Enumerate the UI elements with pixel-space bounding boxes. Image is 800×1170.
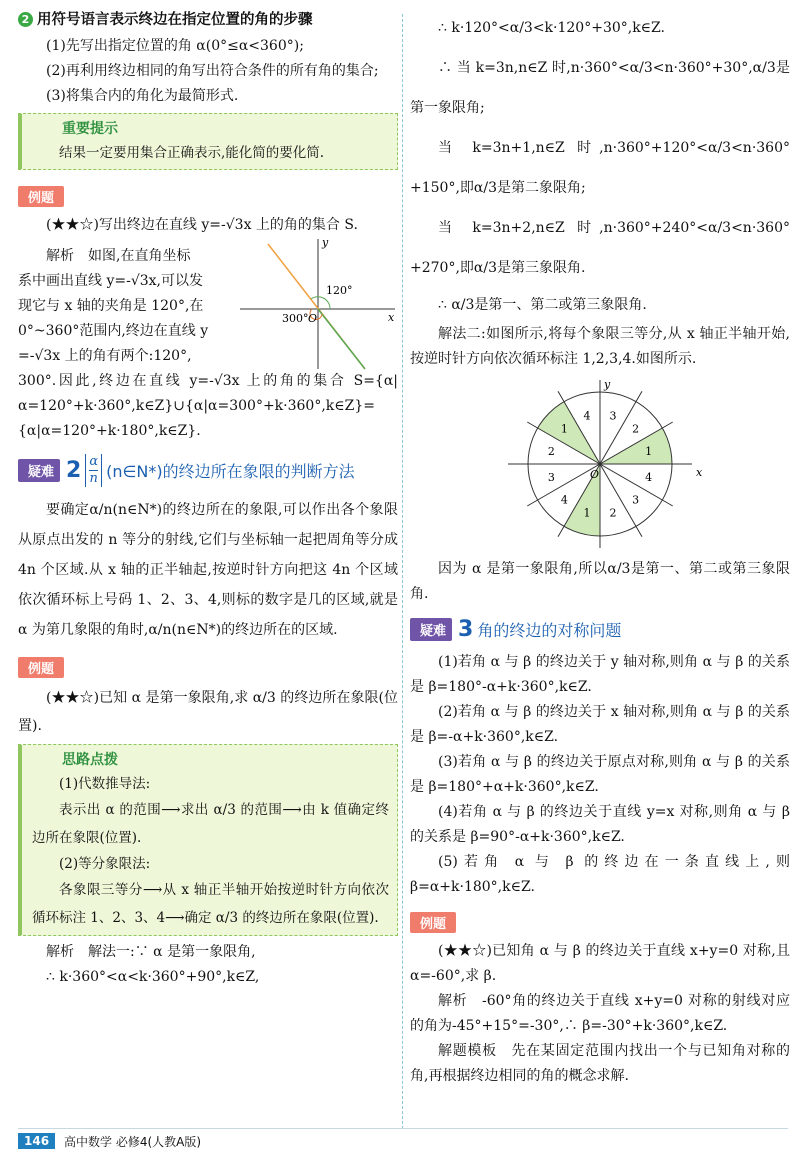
solution-template: 解题模板 先在某固定范围内找出一个与已知角对称的角,再根据终边相同的角的概念求解. xyxy=(410,1043,790,1084)
example-3-solution: 解析 -60°角的终边关于直线 x+y=0 对称的射线对应的角为-45°+15°=-30°,∴ β=-30°+k·360°,k∈Z. xyxy=(410,993,790,1034)
y-label: y xyxy=(604,378,611,391)
solution-line: 解析 如图,在直角坐标 xyxy=(46,248,191,264)
derivation-line: ∴ α/3是第一、第二或第三象限角. xyxy=(438,297,647,313)
sector-label: 3 xyxy=(609,409,617,423)
y-label: y xyxy=(322,236,329,249)
line-angle-figure xyxy=(240,234,400,374)
book-title: 高中数学 必修4(人教A版) xyxy=(64,1135,202,1149)
solution-line: =-√3x 上的角有两个:120°, xyxy=(18,348,192,364)
step-2: (2)再利用终边相同的角写出符合条件的所有角的集合; xyxy=(46,63,379,79)
example-2-question: (★★☆)已知 α 是第一象限角,求 α/3 的终边所在象限(位置). xyxy=(18,690,398,734)
solution-rest: 300°.因此,终边在直线 y=-√3x 上的角的集合 S={α|α=120°+k·360°,k∈Z}∪{α|α=300°+k·360°,k∈Z}={α|α=120°+k·180°,k∈Z}. xyxy=(18,373,398,439)
derivation-line: 当 k=3n+1,n∈Z 时,n·360°+120°<α/3<n·360°+150°,即α/3是第二象限角; xyxy=(410,140,790,196)
symmetry-rule: (3)若角 α 与 β 的终边关于原点对称,则角 α 与 β 的关系是 β=180°+α+k·360°,k∈Z. xyxy=(410,754,790,795)
difficulty-title: 角的终边的对称问题 xyxy=(477,621,622,640)
tip-line: 表示出 α 的范围⟶求出 α/3 的范围⟶由 k 值确定终边所在象限(位置). xyxy=(32,802,389,846)
solution-2-line: 解析 解法一:∵ α 是第一象限角, xyxy=(46,944,256,960)
step-heading-text: 用符号语言表示终边在指定位置的角的步骤 xyxy=(37,12,313,28)
solution-line: 0°~360°范围内,终边在直线 y xyxy=(18,323,209,339)
example-1-solution xyxy=(18,236,398,369)
derivation-line: ∴ k·120°<α/3<k·120°+30°,k∈Z. xyxy=(438,20,665,36)
origin-label: O xyxy=(590,468,600,481)
derivation-line: ∴ 当 k=3n,n∈Z 时,n·360°<α/3<n·360°+30°,α/3是第一象限角; xyxy=(410,60,790,116)
fraction-den: n xyxy=(89,471,98,486)
difficulty-number: 2 xyxy=(66,458,82,483)
page-footer xyxy=(18,1128,788,1153)
tip-line: 各象限三等分⟶从 x 轴正半轴开始按逆时针方向依次循环标注 1、2、3、4⟶确定 α/3 的终边所在象限(位置). xyxy=(32,882,389,926)
example-3-question: (★★☆)已知角 α 与 β 的终边关于直线 x+y=0 对称,且 α=-60°,求 β. xyxy=(410,943,790,984)
difficulty-2-text: 要确定α/n(n∈N*)的终边所在的象限,可以作出各个象限从原点出发的 n 等分的射线,它们与坐标轴一起把周角等分成 4n 个区域.从 x 轴的正半轴起,按逆时针方向把这 4n 个区域依次循环标上号码 1、2、3、4,则标的数字是几的区域,就是 α 为第几象限的角时,α/n(n∈N*)的终边所在的区域. xyxy=(18,502,398,638)
symmetry-rule: (5)若角 α 与 β 的终边在一条直线上,则 β=α+k·180°,k∈Z. xyxy=(410,854,790,895)
x-label: x xyxy=(388,311,395,324)
symmetry-rule: (2)若角 α 与 β 的终边关于 x 轴对称,则角 α 与 β 的关系是 β=-α+k·360°,k∈Z. xyxy=(410,704,790,745)
example-tag: 例题 xyxy=(410,912,456,933)
fraction-num: α xyxy=(89,454,99,469)
sector-label: 4 xyxy=(583,409,591,423)
tip-title: 重要提示 xyxy=(62,121,118,137)
sector-label: 3 xyxy=(547,471,555,485)
solution-line: 现它与 x 轴的夹角是 120°,在 xyxy=(18,298,204,314)
symmetry-rule: (1)若角 α 与 β 的终边关于 y 轴对称,则角 α 与 β 的关系是 β=180°-α+k·360°,k∈Z. xyxy=(410,654,790,695)
right-column xyxy=(410,8,790,1089)
sector-label: 4 xyxy=(645,471,653,485)
x-label: x xyxy=(696,466,703,479)
idea-tip-box xyxy=(18,744,398,936)
sector-label: 2 xyxy=(632,422,640,436)
example-tag: 例题 xyxy=(18,186,64,207)
quadrant-division-figure xyxy=(410,372,790,557)
difficulty-title: (n∈N*)的终边所在象限的判断方法 xyxy=(106,462,355,481)
angle-300-label: 300° xyxy=(282,312,309,325)
fraction-alpha-n xyxy=(85,454,102,487)
tip-line: (1)代数推导法: xyxy=(59,776,151,792)
step-1: (1)先写出指定位置的角 α(0°≤α<360°); xyxy=(46,38,304,54)
origin-label: O xyxy=(308,312,318,325)
step-3: (3)将集合内的角化为最简形式. xyxy=(46,88,239,104)
solution-2-line: ∴ k·360°<α<k·360°+90°,k∈Z, xyxy=(46,969,260,985)
sector-label: 1 xyxy=(583,506,591,520)
sector-label: 1 xyxy=(645,444,653,458)
solution-line: 系中画出直线 y=-√3x,可以发 xyxy=(18,273,203,289)
difficulty-2-heading xyxy=(18,454,398,487)
tip-text: 结果一定要用集合正确表示,能化简的要化简. xyxy=(59,145,325,161)
left-column xyxy=(18,8,398,990)
example-1-question: (★★☆)写出终边在直线 y=-√3x 上的角的集合 S. xyxy=(46,217,358,233)
sector-label: 2 xyxy=(609,506,617,520)
important-tip-box xyxy=(18,113,398,170)
sector-label: 4 xyxy=(560,493,568,507)
step-heading xyxy=(18,8,398,32)
derivation-line: 当 k=3n+2,n∈Z 时,n·360°+240°<α/3<n·360°+270°,即α/3是第三象限角. xyxy=(410,220,790,276)
sector-label: 3 xyxy=(632,493,640,507)
sector-label: 1 xyxy=(560,422,568,436)
difficulty-tag: 疑难 xyxy=(410,618,452,641)
difficulty-3-heading xyxy=(410,617,790,642)
ray-300 xyxy=(318,309,365,369)
difficulty-tag: 疑难 xyxy=(18,459,60,482)
after-wheel-text: 因为 α 是第一象限角,所以α/3是第一、第二或第三象限角. xyxy=(410,561,790,602)
angle-120-label: 120° xyxy=(326,284,353,297)
tip-title: 思路点拨 xyxy=(62,752,118,768)
symmetry-rule: (4)若角 α 与 β 的终边关于直线 y=x 对称,则角 α 与 β 的关系是 β=90°-α+k·360°,k∈Z. xyxy=(410,804,790,845)
method-2-text: 解法二:如图所示,将每个象限三等分,从 x 轴正半轴开始,按逆时针方向依次循环标注 1,2,3,4.如图所示. xyxy=(410,326,790,367)
page-number: 146 xyxy=(18,1133,55,1149)
tip-line: (2)等分象限法: xyxy=(59,856,151,872)
difficulty-number: 3 xyxy=(458,617,474,642)
sector-label: 2 xyxy=(547,444,555,458)
column-divider xyxy=(402,14,403,1129)
step-badge: 2 xyxy=(18,12,33,27)
example-tag: 例题 xyxy=(18,657,64,678)
